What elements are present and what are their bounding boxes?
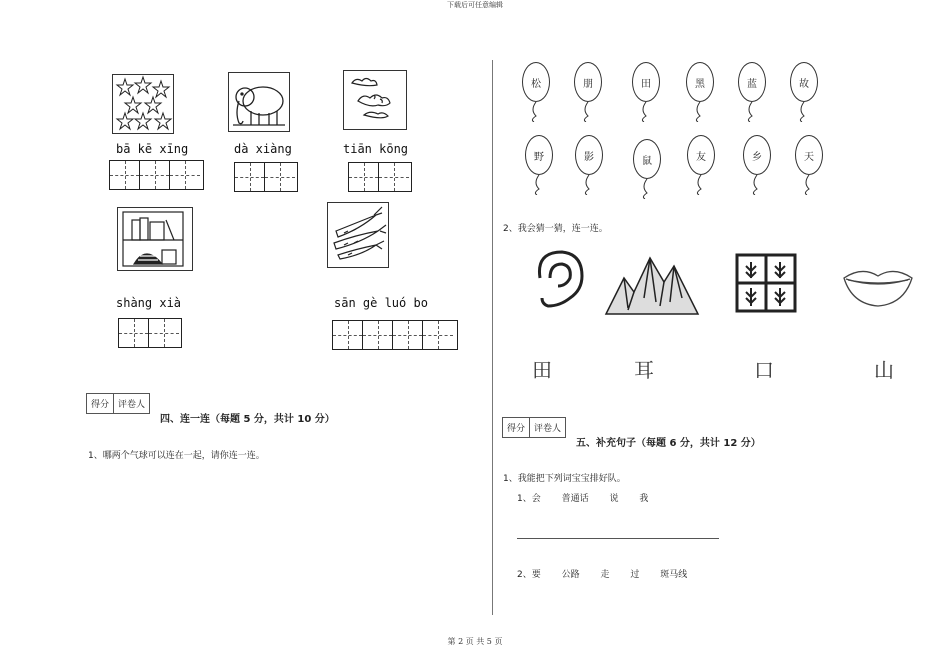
grid-cell[interactable] <box>265 163 295 191</box>
balloon-string <box>686 102 702 122</box>
guess-char-1[interactable]: 田 <box>532 358 552 382</box>
balloon[interactable]: 故 <box>790 62 818 102</box>
grid-cell[interactable] <box>423 321 453 349</box>
stars-icon <box>112 74 174 134</box>
bookshelf-icon <box>117 207 193 271</box>
grid-cell[interactable] <box>119 319 149 347</box>
answer-line-1[interactable] <box>517 538 719 539</box>
sentence-1-num: 1、会 <box>517 494 541 504</box>
balloon[interactable]: 鼠 <box>633 139 661 179</box>
grid-cell[interactable] <box>349 163 379 191</box>
balloon-string <box>738 102 754 122</box>
elephant-icon <box>228 72 290 132</box>
section-5-title: 五、补充句子（每题 6 分，共计 12 分） <box>576 438 761 449</box>
clouds-icon <box>343 70 407 130</box>
balloon-string <box>790 102 806 122</box>
reviewer-label: 评卷人 <box>118 400 146 410</box>
balloon[interactable]: 野 <box>525 135 553 175</box>
grid-cell[interactable] <box>140 161 170 189</box>
sentence-2-num: 2、要 <box>517 570 541 580</box>
balloon-row-2 <box>525 135 835 205</box>
pinyin-2: dà xiàng <box>234 142 292 156</box>
guess-char-4[interactable]: 山 <box>874 358 894 382</box>
grid-cell[interactable] <box>149 319 179 347</box>
reviewer-label: 评卷人 <box>534 424 562 434</box>
page-footer: 第 2 页 共 5 页 <box>447 637 503 646</box>
balloon-string <box>743 175 759 195</box>
word: 斑马线 <box>660 570 688 580</box>
grid-cell[interactable] <box>363 321 393 349</box>
column-divider <box>492 60 493 615</box>
guess-char-2[interactable]: 耳 <box>634 358 654 382</box>
balloon-row-1 <box>522 62 832 132</box>
page-header: 下载后可任意编辑 <box>447 1 503 9</box>
balloon[interactable]: 天 <box>795 135 823 175</box>
pinyin-4: shàng xià <box>116 296 182 310</box>
balloon[interactable]: 影 <box>575 135 603 175</box>
balloon[interactable]: 友 <box>687 135 715 175</box>
word: 说 <box>609 494 619 504</box>
balloon-string <box>795 175 811 195</box>
grid-cell[interactable] <box>235 163 265 191</box>
mountain-icon <box>604 252 700 322</box>
grid-cell[interactable] <box>170 161 200 189</box>
balloon-string <box>522 102 538 122</box>
grid-cell[interactable] <box>333 321 363 349</box>
balloon[interactable]: 田 <box>632 62 660 102</box>
pinyin-3: tiān kōng <box>343 142 409 156</box>
mouth-icon <box>842 268 914 312</box>
writing-grid-1[interactable] <box>109 160 204 190</box>
guess-char-3[interactable]: 口 <box>754 358 774 382</box>
writing-grid-5[interactable] <box>332 320 458 350</box>
balloon[interactable]: 朋 <box>574 62 602 102</box>
word: 我 <box>639 494 649 504</box>
balloon[interactable]: 松 <box>522 62 550 102</box>
grid-cell[interactable] <box>379 163 409 191</box>
word: 公路 <box>561 570 580 580</box>
score-label: 得分 <box>503 418 530 437</box>
writing-grid-4[interactable] <box>118 318 182 348</box>
balloon-string <box>687 175 703 195</box>
sentence-2-words <box>517 567 705 580</box>
score-box-4 <box>86 393 150 414</box>
word: 普通话 <box>561 494 589 504</box>
section-5-question-1: 1、我能把下列词宝宝排好队。 <box>503 474 626 484</box>
balloon[interactable]: 黑 <box>686 62 714 102</box>
pinyin-1: bā kē xīng <box>116 142 189 156</box>
balloon[interactable]: 乡 <box>743 135 771 175</box>
score-box-5 <box>502 417 566 438</box>
balloon-string <box>575 175 591 195</box>
balloon-string <box>632 102 648 122</box>
writing-grid-3[interactable] <box>348 162 412 192</box>
balloon-string <box>574 102 590 122</box>
writing-grid-2[interactable] <box>234 162 298 192</box>
carrots-icon <box>327 202 389 268</box>
word: 过 <box>630 570 640 580</box>
question-2: 2、我会猜一猜，连一连。 <box>503 224 608 234</box>
field-icon <box>734 252 798 318</box>
pinyin-5: sān gè luó bo <box>334 296 428 310</box>
section-4-question-1: 1、哪两个气球可以连在一起，请你连一连。 <box>88 451 265 461</box>
sentence-1-words <box>517 491 666 504</box>
score-label: 得分 <box>87 394 114 413</box>
balloon[interactable]: 蓝 <box>738 62 766 102</box>
section-4-title: 四、连一连（每题 5 分，共计 10 分） <box>160 414 335 425</box>
grid-cell[interactable] <box>393 321 423 349</box>
ear-icon <box>530 248 586 314</box>
balloon-string <box>633 179 649 199</box>
word: 走 <box>600 570 610 580</box>
balloon-string <box>525 175 541 195</box>
grid-cell[interactable] <box>110 161 140 189</box>
